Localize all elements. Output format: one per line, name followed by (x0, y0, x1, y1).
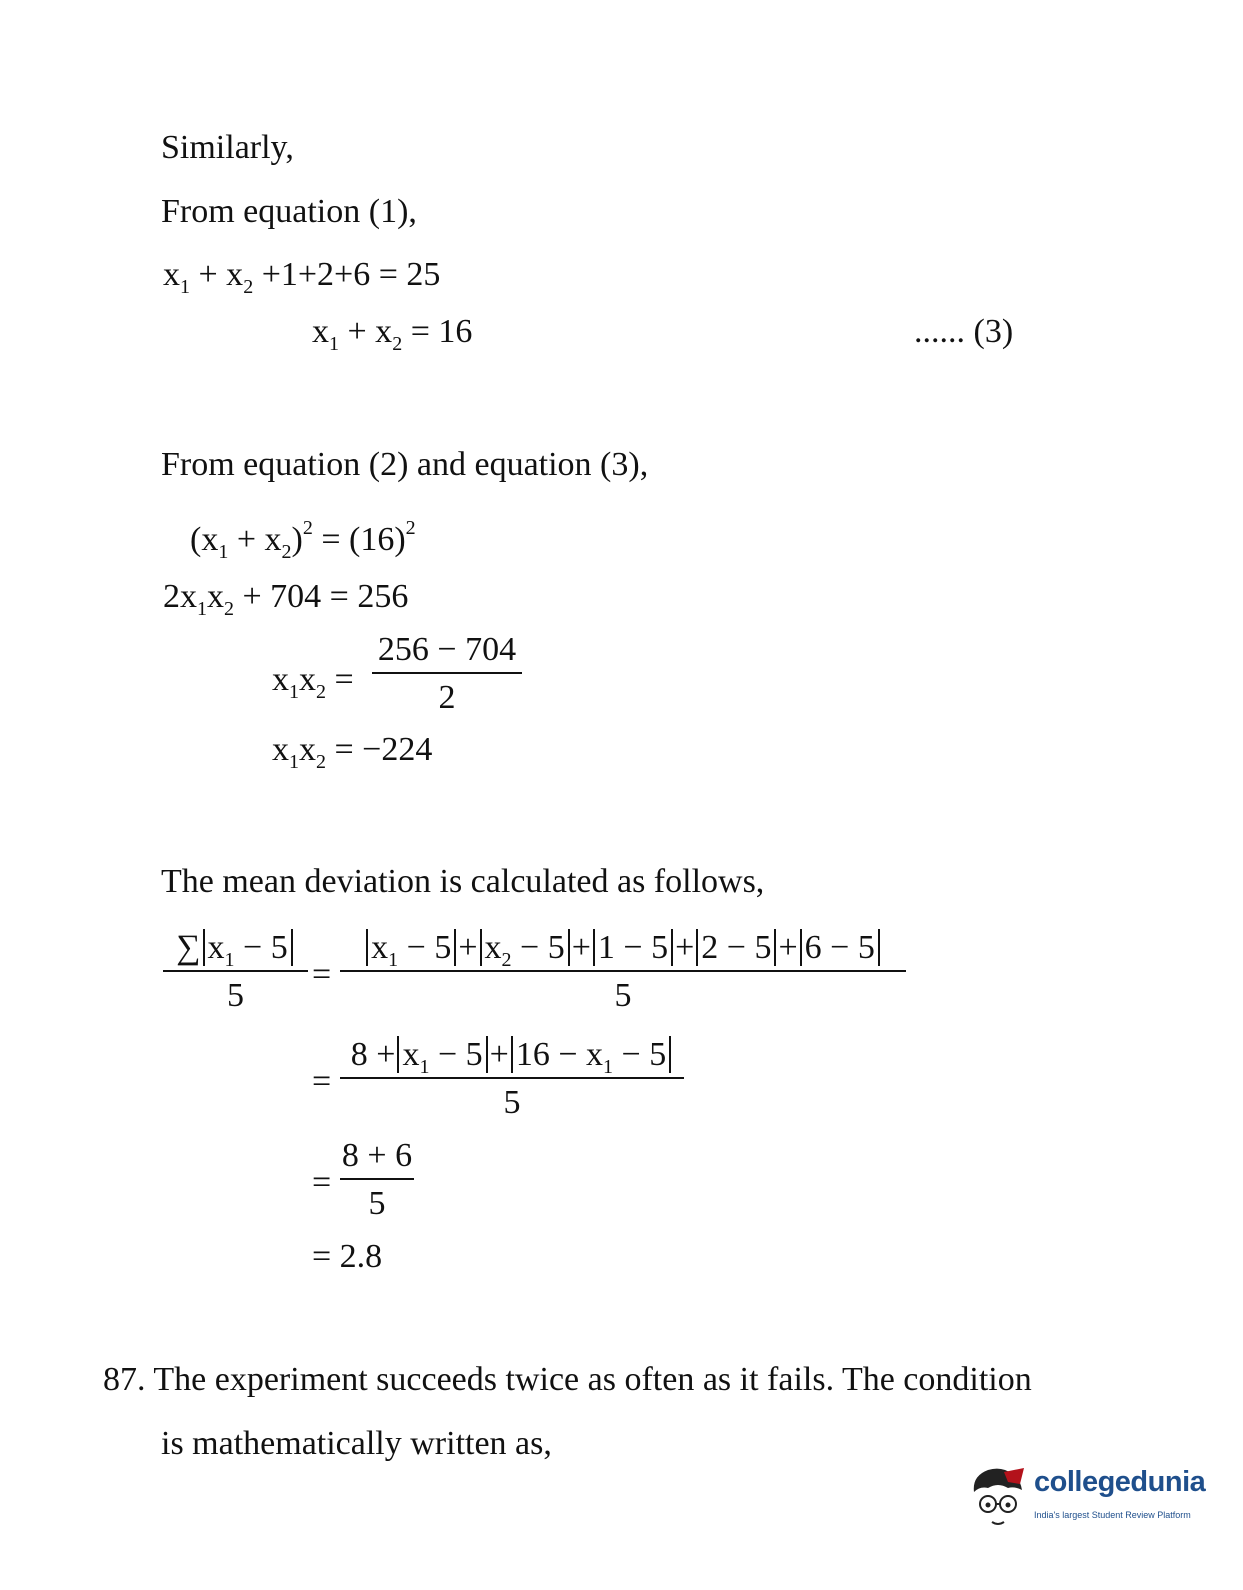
eq-a-rhs: +1+2+6 = 25 (261, 256, 441, 293)
md-result: = 2.8 (312, 1238, 383, 1275)
prod-val: = −224 (326, 731, 433, 768)
mascot-icon (968, 1462, 1028, 1542)
fraction-md-step3 (340, 1136, 414, 1224)
fraction-md-lhs (163, 928, 308, 1016)
sq-rhs: = (16) (312, 521, 406, 558)
md-step3-numerator: 8 + 6 (341, 1137, 413, 1174)
equation-tag-3: ...... (3) (914, 313, 1014, 350)
md-step3-denominator: 5 (368, 1185, 386, 1222)
lin-rhs: + 704 = 256 (234, 578, 409, 615)
equals-sign: = (312, 1063, 332, 1100)
fraction-product-numerator: 256 − 704 (377, 631, 517, 668)
fraction-bar (340, 1178, 414, 1180)
equals-sign: = (312, 1164, 332, 1201)
question-87-line1: 87. The experiment succeeds twice as often as it fails. The condition (103, 1361, 1032, 1398)
fraction-product-denominator: 2 (438, 679, 456, 716)
text-from-equations-2-3: From equation (2) and equation (3), (161, 446, 649, 483)
text-similarly: Similarly, (161, 129, 294, 166)
text-mean-deviation: The mean deviation is calculated as follows, (161, 863, 765, 900)
md-step1-denominator: 5 (614, 977, 632, 1014)
fraction-md-step2 (340, 1035, 684, 1123)
text-from-equation-1: From equation (1), (161, 193, 417, 230)
md-step2-denominator: 5 (503, 1084, 521, 1121)
equation-linear: $2x_1x_2 + 704 = 256$ (163, 578, 409, 620)
md-lhs-numerator: ∑ $x_1 - 5$ (163, 928, 308, 968)
md-step1-numerator: $x_1 - 5 + x_2 - 5 + 1 - 5 + 2 - 5 + 6 - 5$ (340, 928, 906, 968)
question-87-line2: is mathematically written as, (161, 1425, 552, 1462)
fraction-bar (340, 1077, 684, 1079)
lin-lhs: 2x (163, 578, 197, 615)
equation-sum-five-values: $x_1 + x_2 +1+2+6 = 25$ (163, 256, 441, 298)
sq-exponent: 2 (405, 517, 416, 539)
fraction-bar (163, 970, 308, 972)
equation-x1-plus-x2: $x_1 + x_2 = 16$ (312, 313, 473, 355)
fraction-bar (372, 672, 522, 674)
eq-b-rhs: = 16 (402, 313, 473, 350)
fraction-bar (340, 970, 906, 972)
collegedunia-logo (968, 1462, 1208, 1542)
equals-sign: = (312, 956, 332, 993)
fraction-product (372, 630, 522, 718)
equation-product-value: $x_1x_2 = -224$ (272, 731, 433, 773)
logo-tagline: India's largest Student Review Platform (1034, 1510, 1191, 1520)
equation-product-lhs: $x_1x_2$ = (272, 661, 354, 703)
md-step2-numerator: $8 + x_1 - 5 + 16 - x_1 - 5$ (340, 1035, 684, 1075)
md-lhs-denominator: 5 (227, 977, 244, 1014)
fraction-md-step1 (340, 928, 906, 1016)
logo-name: collegedunia (1034, 1466, 1206, 1498)
equation-square: $(x_1 + x_2)^2 = (16)^2$ (190, 517, 416, 563)
